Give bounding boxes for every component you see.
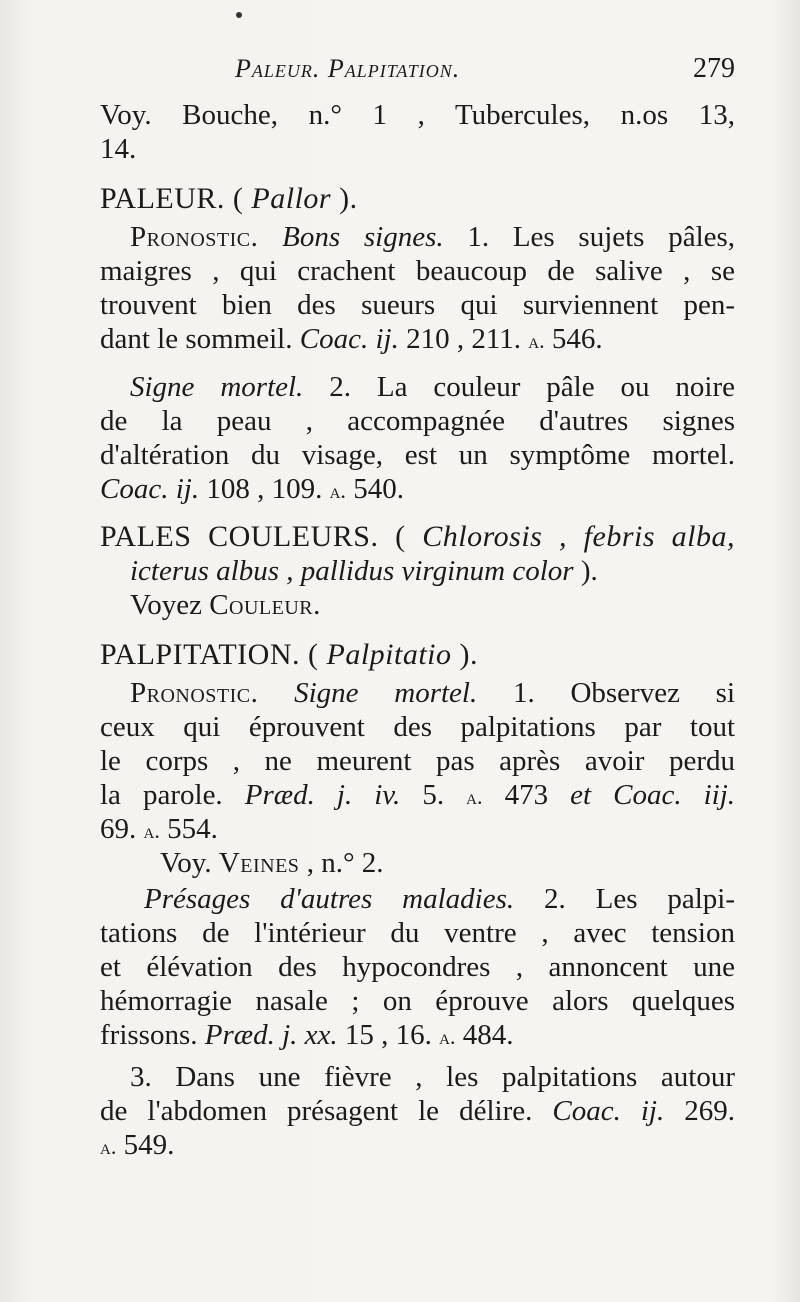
- entry-heading-paleur: PALEUR. ( Pallor ).: [100, 182, 358, 215]
- text-line: ceux qui éprouvent des palpitations par tout: [100, 711, 735, 743]
- text-line: de la peau , accompagnée d'autres signes: [100, 405, 735, 437]
- text-line: et élévation des hypocondres , annoncent une: [100, 951, 735, 983]
- text-line: tations de l'intérieur du ventre , avec tension: [100, 917, 735, 949]
- entry-heading-pales-couleurs: PALES COULEURS. ( Chlorosis , febris alba,: [100, 520, 736, 553]
- text-line: d'altération du visage, est un symptôme mortel.: [100, 439, 735, 471]
- text-line: la parole. Præd. j. iv. 5. a. 473 et Coac. iij.: [100, 779, 736, 811]
- entry-heading-palpitation: PALPITATION. ( Palpitatio ).: [100, 638, 478, 671]
- text-line: trouvent bien des sueurs qui surviennent pen-: [100, 289, 735, 321]
- text-line: Voy. Bouche, n.° 1 , Tubercules, n.os 13,: [100, 99, 735, 131]
- running-head: Paleur. Palpitation.: [235, 54, 461, 83]
- text-line: frissons. Præd. j. xx. 15 , 16. a. 484.: [100, 1019, 514, 1051]
- text-line: Pronostic. Signe mortel. 1. Observez si: [130, 677, 736, 709]
- page-number: 279: [693, 53, 735, 84]
- text-line: a. 549.: [100, 1129, 175, 1161]
- text-line: Pronostic. Bons signes. 1. Les sujets pâles,: [130, 221, 736, 253]
- text-line: le corps , ne meurent pas après avoir perdu: [100, 745, 735, 777]
- text-line: icterus albus , pallidus virginum color ).: [130, 555, 598, 587]
- text-line: 3. Dans une fièvre , les palpitations autour: [130, 1061, 735, 1093]
- text-line: Voyez Couleur.: [130, 589, 321, 621]
- text-line: Coac. ij. 108 , 109. a. 540.: [100, 473, 404, 505]
- text-line: de l'abdomen présagent le délire. Coac. ij. 269.: [100, 1095, 736, 1127]
- ink-speck: [236, 12, 242, 18]
- text-line: hémorragie nasale ; on éprouve alors quelques: [100, 985, 735, 1017]
- text-line: Voy. Veines , n.° 2.: [160, 847, 384, 879]
- text-line: 69. a. 554.: [100, 813, 218, 845]
- text-line: dant le sommeil. Coac. ij. 210 , 211. a. 546.: [100, 323, 603, 355]
- text-line: Signe mortel. 2. La couleur pâle ou noire: [130, 371, 735, 403]
- text-line: 14.: [100, 133, 137, 165]
- text-line: Présages d'autres maladies. 2. Les palpi-: [144, 883, 736, 915]
- text-line: maigres , qui crachent beaucoup de salive , se: [100, 255, 735, 287]
